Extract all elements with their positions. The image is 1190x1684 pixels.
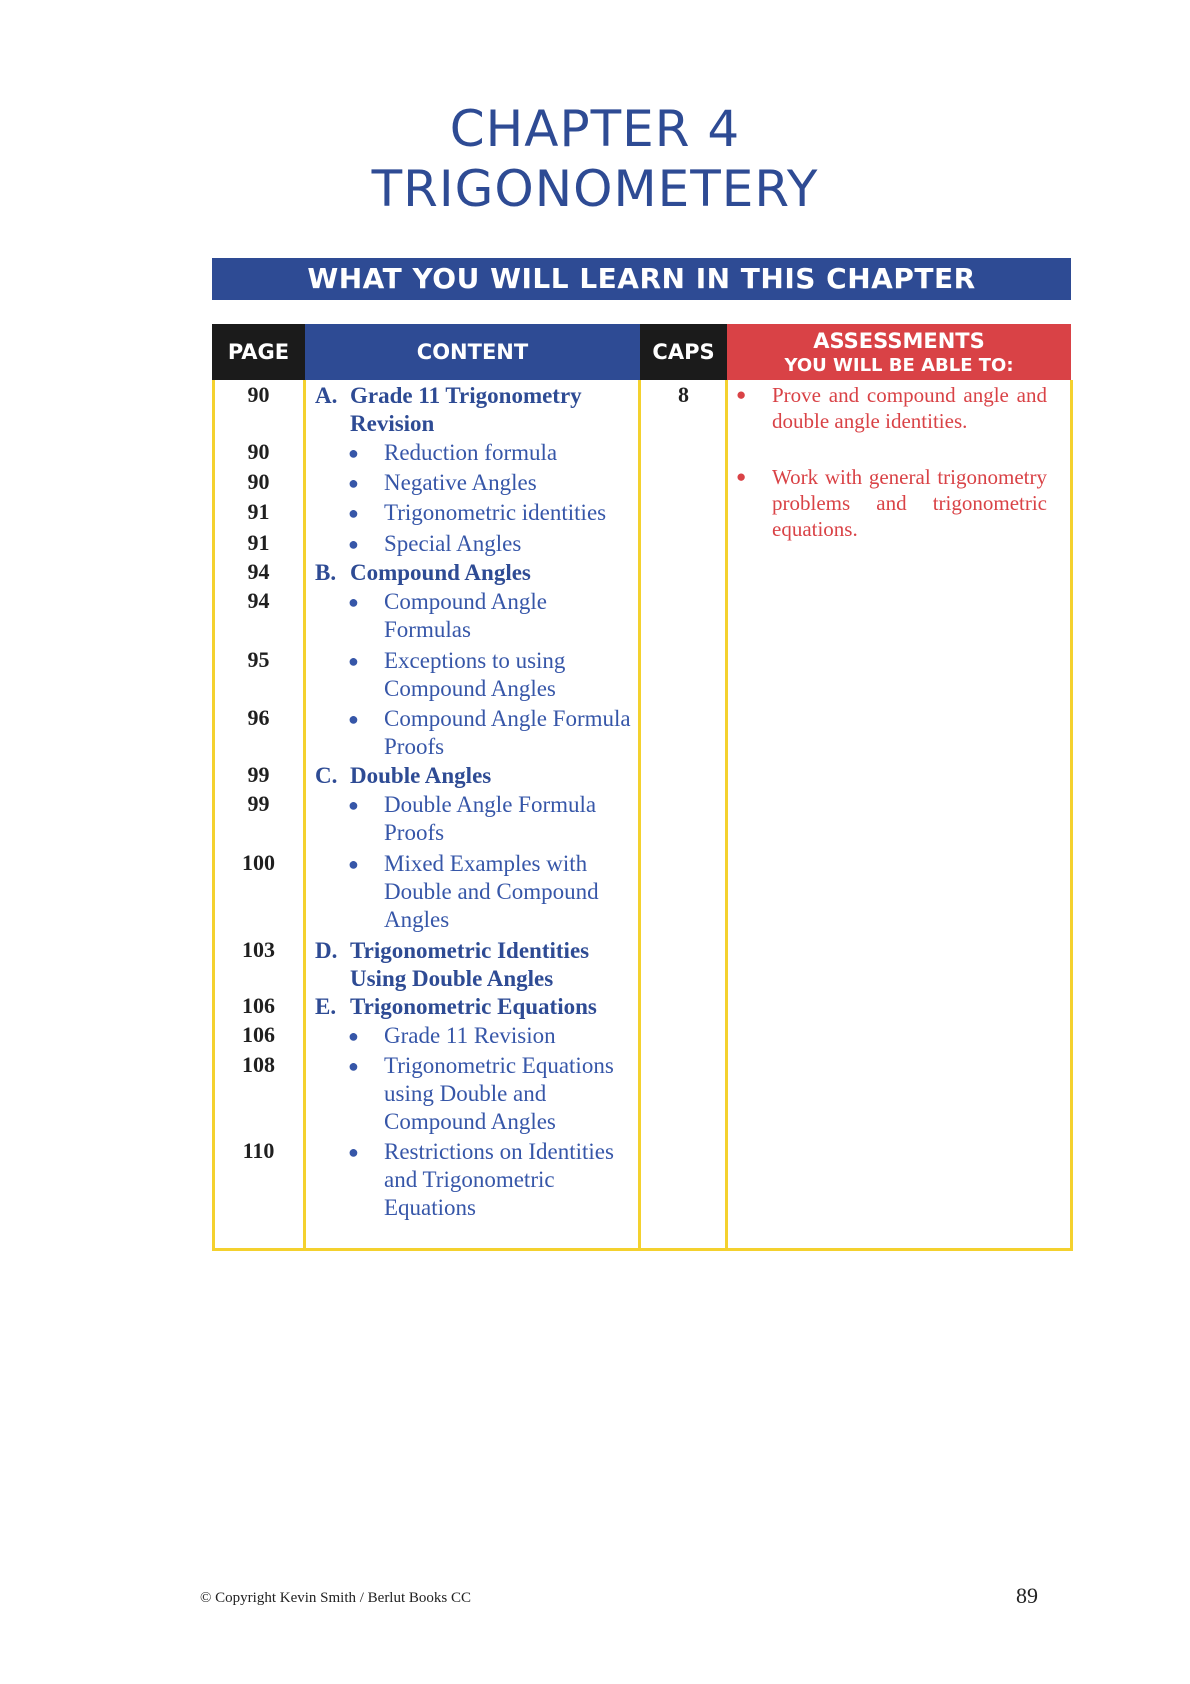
page-number-cell: 99 xyxy=(247,762,270,787)
bullet-icon: ● xyxy=(348,854,359,874)
bullet-icon: ● xyxy=(348,709,359,729)
subtopic-title: Double Angle Formula Proofs xyxy=(384,792,597,845)
bullet-icon: ● xyxy=(348,443,359,463)
bullet-icon: ● xyxy=(348,473,359,493)
page-number-cell: 90 xyxy=(247,469,270,494)
section-letter: C. xyxy=(315,763,338,788)
section-title: Grade 11 Trigonometry Revision xyxy=(350,383,582,436)
page-number-cell: 100 xyxy=(242,850,275,875)
subtopic-title: Special Angles xyxy=(384,531,522,556)
page-number-cell: 94 xyxy=(247,588,270,613)
copyright: © Copyright Kevin Smith / Berlut Books CC xyxy=(200,1590,471,1606)
bullet-icon: ● xyxy=(348,534,359,554)
bullet-icon: ● xyxy=(736,467,747,486)
section-letter: E. xyxy=(315,994,337,1019)
subtopic-title: Trigonometric Equations using Double and Compound Angles xyxy=(384,1053,614,1134)
bullet-icon: ● xyxy=(348,1142,359,1162)
page-number-cell: 106 xyxy=(242,1022,275,1047)
column-divider xyxy=(725,380,728,1248)
page-number-cell: 91 xyxy=(247,530,270,555)
page-number-cell: 94 xyxy=(247,559,270,584)
subtopic-title: Restrictions on Identities and Trigonometric Equations xyxy=(384,1139,614,1220)
caps-value: 8 xyxy=(678,382,689,407)
section-title: Trigonometric Identities Using Double Angles xyxy=(350,938,590,991)
page-number-cell: 103 xyxy=(242,937,275,962)
page-number-cell: 99 xyxy=(247,791,270,816)
header-content: CONTENT xyxy=(305,324,640,380)
bullet-icon: ● xyxy=(736,385,747,404)
section-letter: A. xyxy=(315,383,338,408)
chapter-number: CHAPTER 4 xyxy=(449,100,741,158)
page-number-cell: 96 xyxy=(247,705,270,730)
bullet-icon: ● xyxy=(348,651,359,671)
chapter-title: TRIGONOMETERY xyxy=(371,160,819,218)
subtopic-title: Negative Angles xyxy=(384,470,537,495)
section-title: Trigonometric Equations xyxy=(350,994,597,1019)
page-number-cell: 91 xyxy=(247,499,270,524)
assessment-text: Prove and compound angle and double angle identities. xyxy=(772,383,1047,433)
subtopic-title: Compound Angle Formula Proofs xyxy=(384,706,631,759)
bullet-icon: ● xyxy=(348,592,359,612)
section-title: Compound Angles xyxy=(350,560,531,585)
section-letter: D. xyxy=(315,938,338,963)
subtopic-title: Trigonometric identities xyxy=(384,500,607,525)
learn-banner: WHAT YOU WILL LEARN IN THIS CHAPTER xyxy=(212,258,1071,300)
header-page: PAGE xyxy=(212,324,305,380)
page-number-cell: 90 xyxy=(247,382,270,407)
header-assessments-title: ASSESSMENTS xyxy=(813,329,985,353)
subtopic-title: Compound Angle Formulas xyxy=(384,589,547,642)
subtopic-title: Exceptions to using Compound Angles xyxy=(384,648,566,701)
assessment-text: Work with general trigonometry problems and trigonometric equations. xyxy=(772,465,1047,541)
page-number-cell: 95 xyxy=(247,647,270,672)
bullet-icon: ● xyxy=(348,795,359,815)
header-assessments xyxy=(727,324,1071,380)
page-number-cell: 106 xyxy=(242,993,275,1018)
bullet-icon: ● xyxy=(348,1026,359,1046)
subtopic-title: Mixed Examples with Double and Compound Angles xyxy=(384,851,599,932)
subtopic-title: Grade 11 Revision xyxy=(384,1023,556,1048)
bullet-icon: ● xyxy=(348,503,359,523)
header-assessments-subtitle: YOU WILL BE ABLE TO: xyxy=(784,355,1014,376)
page-number: 89 xyxy=(1016,1583,1038,1608)
page-number-cell: 110 xyxy=(242,1138,275,1163)
section-letter: B. xyxy=(315,560,337,585)
subtopic-title: Reduction formula xyxy=(384,440,558,465)
page-number-cell: 108 xyxy=(242,1052,275,1077)
bullet-icon: ● xyxy=(348,1056,359,1076)
page-number-cell: 90 xyxy=(247,439,270,464)
section-title: Double Angles xyxy=(350,763,492,788)
header-caps: CAPS xyxy=(640,324,727,380)
